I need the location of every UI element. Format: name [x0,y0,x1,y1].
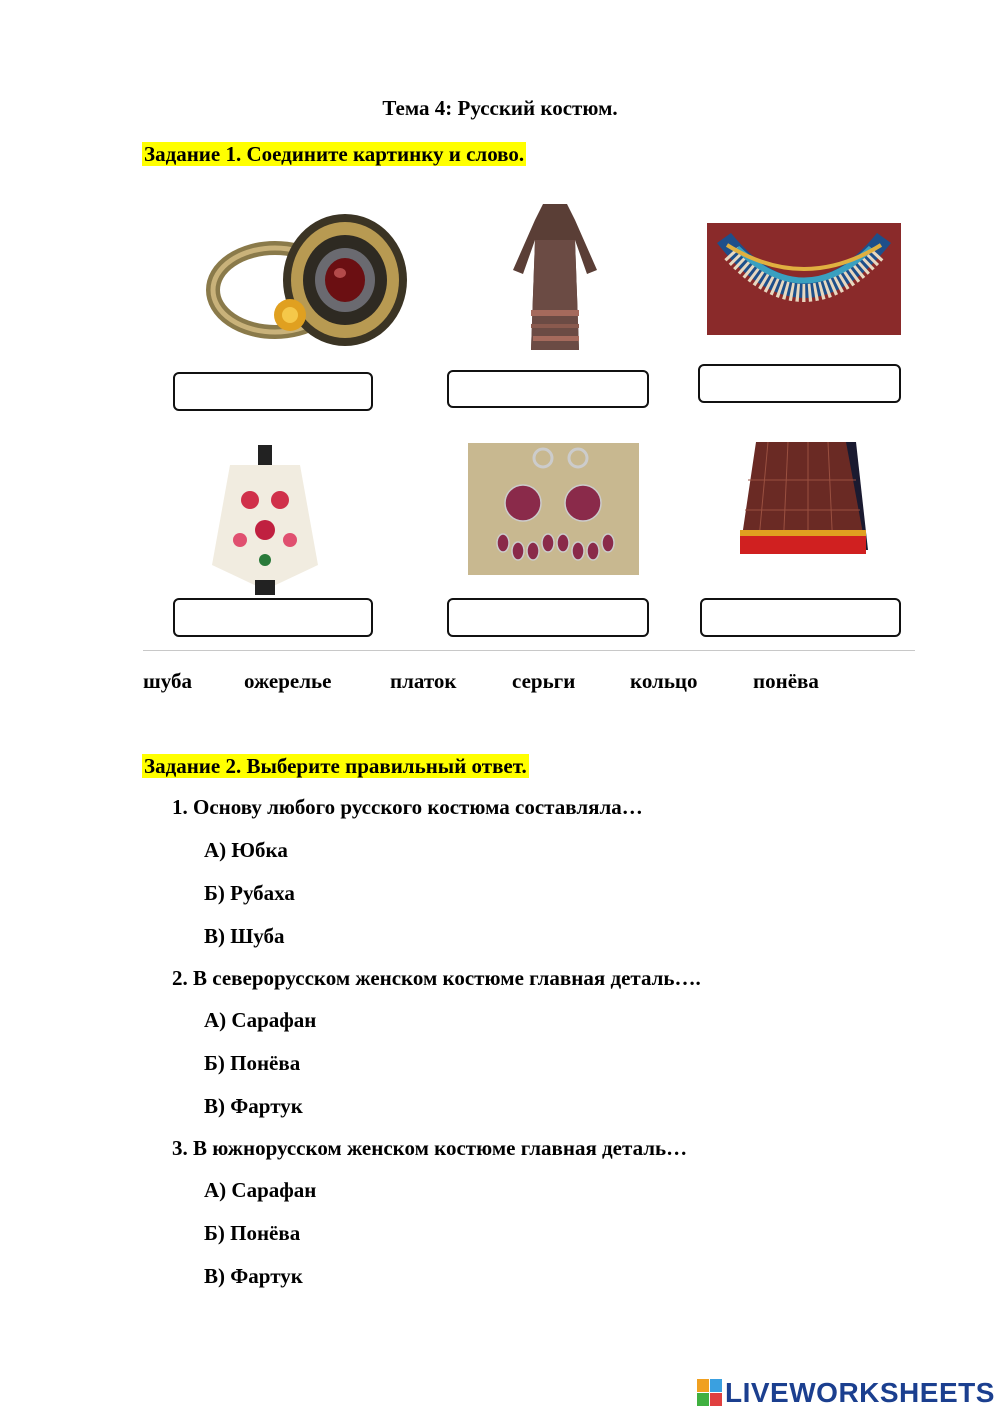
option-2b[interactable]: Б) Понёва [204,1051,301,1075]
option-3c[interactable]: В) Фартук [204,1264,303,1288]
option-1b[interactable]: Б) Рубаха [204,881,295,905]
question-1: 1. Основу любого русского костюма составляла… [172,795,643,819]
earrings-image [468,443,639,575]
ring-image [205,205,415,355]
divider-line [143,650,915,651]
task1-heading-text: Задание 1. Соедините картинку и слово. [144,142,525,166]
necklace-image [707,223,901,335]
liveworksheets-brand: LIVEWORKSHEETS [725,1377,995,1408]
option-2c[interactable]: В) Фартук [204,1094,303,1118]
task2-heading-text: Задание 2. Выберите правильный ответ. [144,754,527,778]
task1-heading [142,140,526,168]
fur-coat-image [505,200,605,350]
answer-box-2[interactable] [447,370,649,408]
option-1c[interactable]: В) Шуба [204,924,285,948]
answer-box-5[interactable] [447,598,649,637]
option-1a[interactable]: А) Юбка [204,838,288,862]
skirt-image [738,440,872,565]
word-koltso[interactable]: кольцо [630,669,698,693]
answer-box-1[interactable] [173,372,373,411]
word-sergi[interactable]: серьги [512,669,576,693]
task2-heading [142,752,529,780]
option-3a[interactable]: А) Сарафан [204,1178,317,1202]
question-2: 2. В северорусском женском костюме главная деталь…. [172,966,701,990]
shawl-image [210,445,320,595]
word-ozherelye[interactable]: ожерелье [244,669,332,693]
option-2a[interactable]: А) Сарафан [204,1008,317,1032]
answer-box-4[interactable] [173,598,373,637]
answer-box-6[interactable] [700,598,901,637]
liveworksheets-logo-icon [697,1379,723,1407]
word-platok[interactable]: платок [390,669,457,693]
liveworksheets-logo [697,1377,995,1409]
option-3b[interactable]: Б) Понёва [204,1221,301,1245]
word-shuba[interactable]: шуба [143,669,192,693]
answer-box-3[interactable] [698,364,901,403]
word-poneva[interactable]: понёва [753,669,819,693]
question-3: 3. В южнорусском женском костюме главная деталь… [172,1136,688,1160]
page-title: Тема 4: Русский костюм. [382,96,618,120]
